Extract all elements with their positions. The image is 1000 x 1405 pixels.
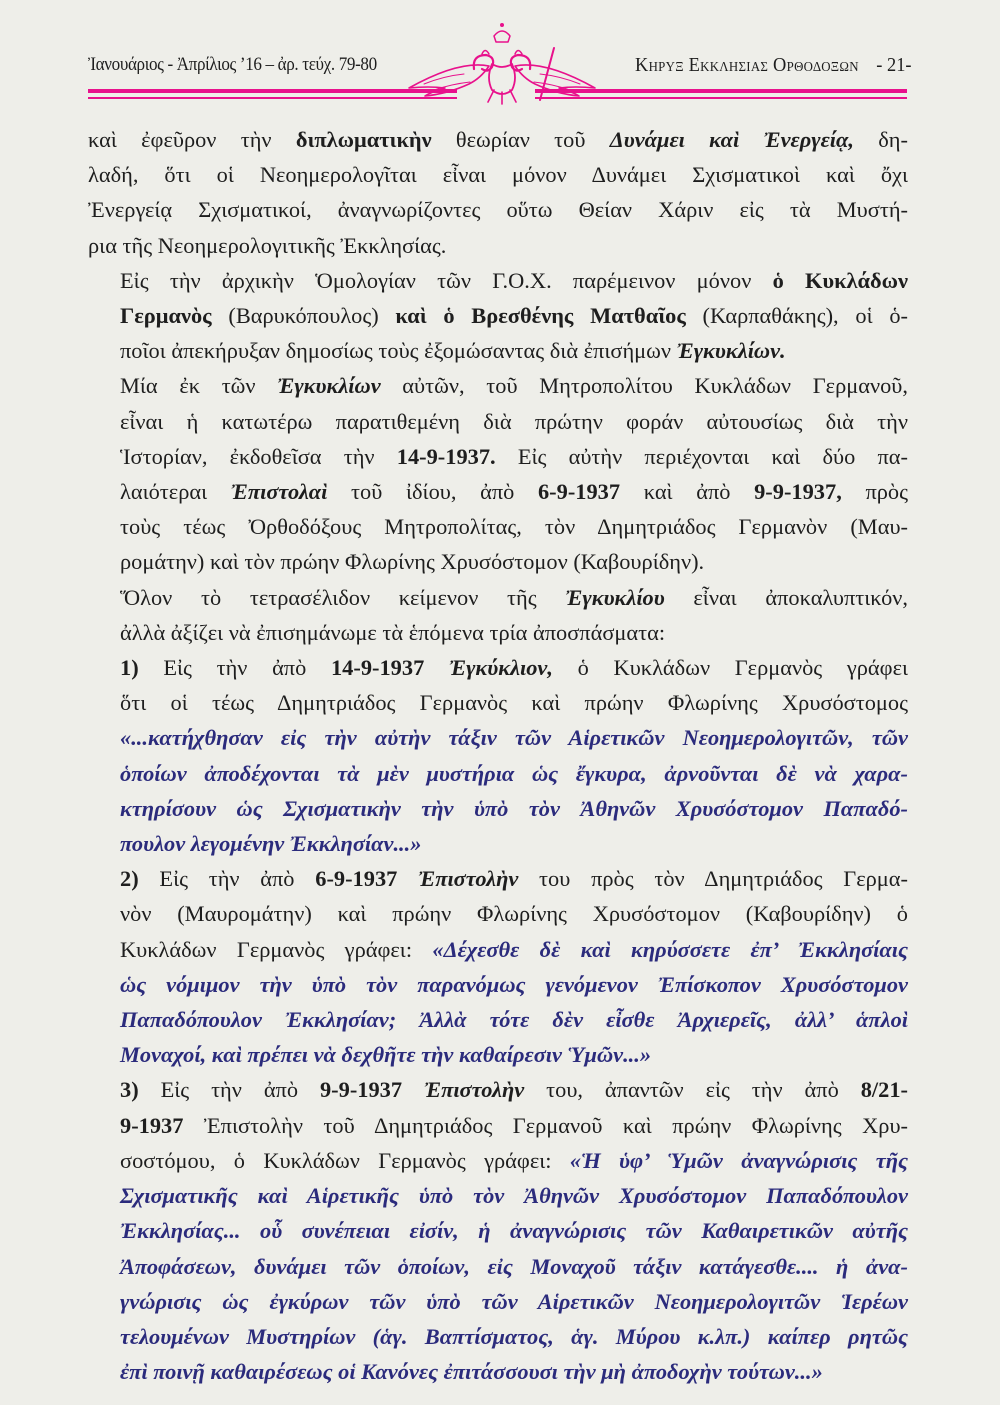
body-text: ρια τῆς Νεοημερολογιτικῆς Ἐκκλησίας.	[88, 232, 447, 258]
emphasis-text: 8/21-	[860, 1077, 908, 1103]
text-line	[88, 1319, 908, 1354]
double-headed-eagle-icon	[404, 14, 600, 106]
paragraph-p3	[88, 368, 908, 579]
paragraph-p2	[88, 263, 908, 369]
text-line	[88, 580, 908, 615]
text-line	[88, 1143, 908, 1178]
text-line	[88, 756, 908, 791]
quotation-text: «Ἡ ὑφ’ Ὑμῶν ἀναγνώρισις τῆς	[569, 1147, 908, 1173]
emphasis-text: καὶ ὁ Βρεσθένης Ματθαῖος	[395, 303, 686, 329]
text-line	[88, 1354, 908, 1389]
body-text	[397, 866, 418, 891]
quotation-text: γνώρισις ὡς ἐγκύρων τῶν ὑπὸ τῶν Αἱρετικῶν Νεοημερολογιτῶν Ἱερέων	[120, 1288, 908, 1314]
text-line	[88, 157, 908, 192]
journal-heading	[636, 54, 912, 77]
text-line	[88, 263, 908, 298]
emphasis-text: 14-9-1937	[330, 655, 425, 681]
body-text: Εἰς τὴν ἀρχικὴν Ὁμολογίαν τῶν Γ.Ο.Χ. παρέμεινον μόνον	[120, 267, 773, 293]
quotation-text: Ἀποφάσεων, δυνάμει τῶν ὁποίων, εἰς Μοναχοῦ τάξιν κατάγεσθε.... ἡ ἀνα-	[120, 1253, 908, 1279]
body-text: Ἱστορίαν, ἐκδοθεῖσα τὴν	[120, 443, 397, 469]
emphasis-text: 9-1937	[120, 1112, 184, 1138]
quotation-text: πουλον λεγομένην Ἐκκλησίαν...»	[120, 831, 422, 857]
text-line	[88, 685, 908, 720]
text-line	[88, 404, 908, 439]
emphasis-text: Ἐγκύκλιον,	[448, 655, 553, 681]
quotation-text: ἐπὶ ποινῇ καθαιρέσεως οἱ Κανόνες ἐπιτάσσουσι τὴν μὴ ἀποδοχὴν τούτων...»	[120, 1359, 823, 1385]
quotation-text: ὁποίων ἀποδέχονται τὰ μὲν μυστήρια ὡς ἔγκυρα, ἀρνοῦνται δὲ νὰ χαρα-	[120, 760, 908, 786]
body-text: του, ἀπαντῶν εἰς τὴν ἀπὸ	[524, 1077, 861, 1103]
text-line	[88, 650, 908, 685]
text-line	[88, 1002, 908, 1037]
body-text: τοῦ ἰδίου, ἀπὸ	[327, 479, 538, 505]
text-line	[88, 228, 908, 263]
body-text: καὶ ἐφεῦρον τὴν	[88, 127, 296, 152]
quotation-text: «Δέχεσθε δὲ καὶ κηρύσσετε ἐπ’ Ἐκκλησίαις	[432, 936, 908, 962]
paragraph-p5	[88, 650, 908, 861]
emphasis-text: 3)	[120, 1077, 139, 1103]
text-line	[88, 1284, 908, 1319]
emphasis-text: Δυνάμει καὶ Ἐνεργείᾳ,	[609, 127, 854, 152]
issue-info: Ἰανουάριος - Ἀπρίλιος ’16 – ἀρ. τεύχ. 79-80	[88, 54, 377, 75]
emphasis-text: Ἐπιστολὴν	[423, 1077, 525, 1103]
text-line	[88, 1072, 908, 1107]
body-text: Ἐπιστολὴν τοῦ Δημητριάδος Γερμανοῦ καὶ πρώην Φλωρίνης Χρυ-	[183, 1112, 908, 1138]
body-text: τοὺς τέως Ὀρθοδόξους Μητροπολίτας, τὸν Δημητριάδος Γερμανὸν (Μαυ-	[120, 514, 908, 540]
emphasis-text: 6-9-1937	[537, 479, 621, 505]
quotation-text: Ἐκκλησίας... οὗ συνέπειαι εἰσίν, ἡ ἀναγνώρισις τῶν Καθαιρετικῶν αὐτῆς	[120, 1218, 908, 1244]
journal-title: Κηρυξ Εκκλησιας Ορθοδοξων	[635, 54, 860, 76]
body-text: καὶ ἀπὸ	[620, 479, 755, 505]
emphasis-text: 9-9-1937	[319, 1077, 403, 1103]
text-line	[88, 333, 908, 368]
emphasis-text: 2)	[120, 866, 139, 892]
body-text: του πρὸς τὸν Δημητριάδος Γερμα-	[518, 866, 908, 892]
body-text: εἶναι ἀποκαλυπτικόν,	[664, 584, 908, 610]
text-line	[88, 298, 908, 333]
emphasis-text: Ἐπιστολὴν	[418, 866, 519, 892]
quotation-text: «...κατήχθησαν εἰς τὴν αὐτὴν τάξιν τῶν Αἱρετικῶν Νεοημερολογιτῶν, τῶν	[120, 725, 908, 751]
text-line	[88, 896, 908, 931]
body-text: εἶναι ἡ κατωτέρω παρατιθεμένη διὰ πρώτην φοράν αὐτουσίως διὰ τὴν	[120, 408, 908, 434]
text-line	[88, 1213, 908, 1248]
quotation-text: τελουμένων Μυστηρίων (ἁγ. Βαπτίσματος, ἁγ. Μύρου κ.λπ.) καίπερ ρητῶς	[120, 1323, 908, 1349]
body-text: Μία ἐκ τῶν	[120, 373, 278, 399]
text-line	[88, 544, 908, 579]
body-text: ὁ Κυκλάδων Γερμανὸς γράφει	[552, 655, 908, 681]
page-number: - 21-	[876, 54, 912, 76]
text-line	[88, 368, 908, 403]
body-text	[424, 655, 449, 680]
emphasis-text: ὁ Κυκλάδων	[772, 267, 908, 293]
body-text: ὅτι οἱ τέως Δημητριάδος Γερμανὸς καὶ πρώην Φλωρίνης Χρυσόστομος	[120, 690, 908, 716]
text-line	[88, 1249, 908, 1284]
quotation-text: Παπαδόπουλον Ἐκκλησίαν; Ἀλλὰ τότε δὲν εἶσθε Ἀρχιερεῖς, ἀλλ’ ἁπλοὶ	[120, 1007, 908, 1033]
body-text: Εἰς αὐτὴν περιέχονται καὶ δύο πα-	[495, 443, 908, 469]
header-rule-thick-left	[88, 89, 457, 93]
text-line	[88, 861, 908, 896]
text-line	[88, 967, 908, 1002]
emphasis-text: 1)	[120, 655, 139, 681]
body-text: λαδή, ὅτι οἱ Νεοημερολογῖται εἶναι μόνον Δυνάμει Σχισματικοὶ καὶ ὄχι	[88, 162, 908, 188]
quotation-text: Σχισματικῆς καὶ Αἱρετικῆς ὑπὸ τὸν Ἀθηνῶν Χρυσόστομον Παπαδόπουλον	[120, 1183, 908, 1209]
text-line	[88, 1178, 908, 1213]
page-header	[0, 0, 1000, 110]
body-text: Εἰς τὴν ἀπὸ	[138, 866, 316, 892]
text-line	[88, 791, 908, 826]
emphasis-text: Ἐγκυκλίων.	[676, 338, 786, 364]
body-text: πρὸς	[841, 479, 908, 505]
emphasis-text: Ἐγκυκλίου	[565, 584, 665, 610]
body-text	[402, 1077, 424, 1102]
text-line	[88, 932, 908, 967]
body-text: ἀλλὰ ἀξίζει νὰ ἐπισημάνωμε τὰ ἑπόμενα τρία ἀποσπάσματα:	[120, 619, 666, 645]
text-line	[88, 122, 908, 157]
body-text: Κυκλάδων Γερμανὸς γράφει:	[120, 936, 433, 962]
body-text: σοστόμου, ὁ Κυκλάδων Γερμανὸς γράφει:	[120, 1147, 570, 1173]
quotation-text: ὡς νόμιμον τὴν ὑπὸ τὸν παρανόμως γενόμενον Ἐπίσκοπον Χρυσόστομον	[120, 971, 908, 997]
body-text: Εἰς τὴν ἀπὸ	[138, 655, 331, 681]
emphasis-text: 14-9-1937.	[396, 443, 496, 469]
text-line	[88, 1108, 908, 1143]
body-text: Ἐνεργείᾳ Σχισματικοί, ἀναγνωρίζοντες οὕτω Θείαν Χάριν εἰς τὰ Μυστή-	[88, 197, 908, 223]
body-text: Εἰς τὴν ἀπὸ	[138, 1077, 320, 1103]
text-line	[88, 439, 908, 474]
body-text: ρομάτην) καὶ τὸν πρώην Φλωρίνης Χρυσόστομον (Καβουρίδην).	[120, 549, 705, 575]
body-text: θεωρίαν τοῦ	[431, 127, 610, 152]
quotation-text: Μοναχοί, καὶ πρέπει νὰ δεχθῆτε τὴν καθαίρεσιν Ὑμῶν...»	[120, 1042, 652, 1068]
body-text: ποῖοι ἀπεκήρυξαν δημοσίως τοὺς ἐξομώσαντας διὰ ἐπισήμων	[120, 338, 677, 364]
paragraph-p1	[88, 122, 908, 263]
body-text: (Καρπαθάκης), οἱ ὁ-	[685, 303, 908, 329]
article-body	[88, 122, 908, 1389]
emphasis-text: 9-9-1937,	[754, 479, 842, 505]
body-text: αὐτῶν, τοῦ Μητροπολίτου Κυκλάδων Γερμανοῦ,	[380, 373, 908, 399]
emphasis-text: Ἐπιστολαὶ	[230, 479, 328, 505]
body-text: νὸν (Μαυρομάτην) καὶ πρώην Φλωρίνης Χρυσόστομον (Καβουρίδην) ὁ	[120, 901, 908, 927]
text-line	[88, 1037, 908, 1072]
emphasis-text: Ἐγκυκλίων	[277, 373, 381, 399]
body-text: Ὅλον τὸ τετρασέλιδον κείμενον τῆς	[120, 584, 566, 610]
paragraph-p7	[88, 1072, 908, 1389]
body-text: λαιότεραι	[120, 479, 231, 505]
text-line	[88, 826, 908, 861]
text-line	[88, 615, 908, 650]
body-text: (Βαρυκόπουλος)	[211, 303, 396, 329]
text-line	[88, 474, 908, 509]
text-line	[88, 192, 908, 227]
header-rule-thin-left	[88, 97, 457, 99]
emphasis-text: Γερμανὸς	[120, 303, 212, 329]
emphasis-text: 6-9-1937	[315, 866, 398, 892]
paragraph-p4	[88, 580, 908, 650]
text-line	[88, 509, 908, 544]
text-line	[88, 720, 908, 755]
body-text: δη-	[853, 127, 908, 152]
emphasis-text: διπλωματικὴν	[295, 127, 432, 152]
quotation-text: κτηρίσουν ὡς Σχισματικὴν τὴν ὑπὸ τὸν Ἀθηνῶν Χρυσόστομον Παπαδό-	[120, 795, 908, 821]
paragraph-p6	[88, 861, 908, 1072]
